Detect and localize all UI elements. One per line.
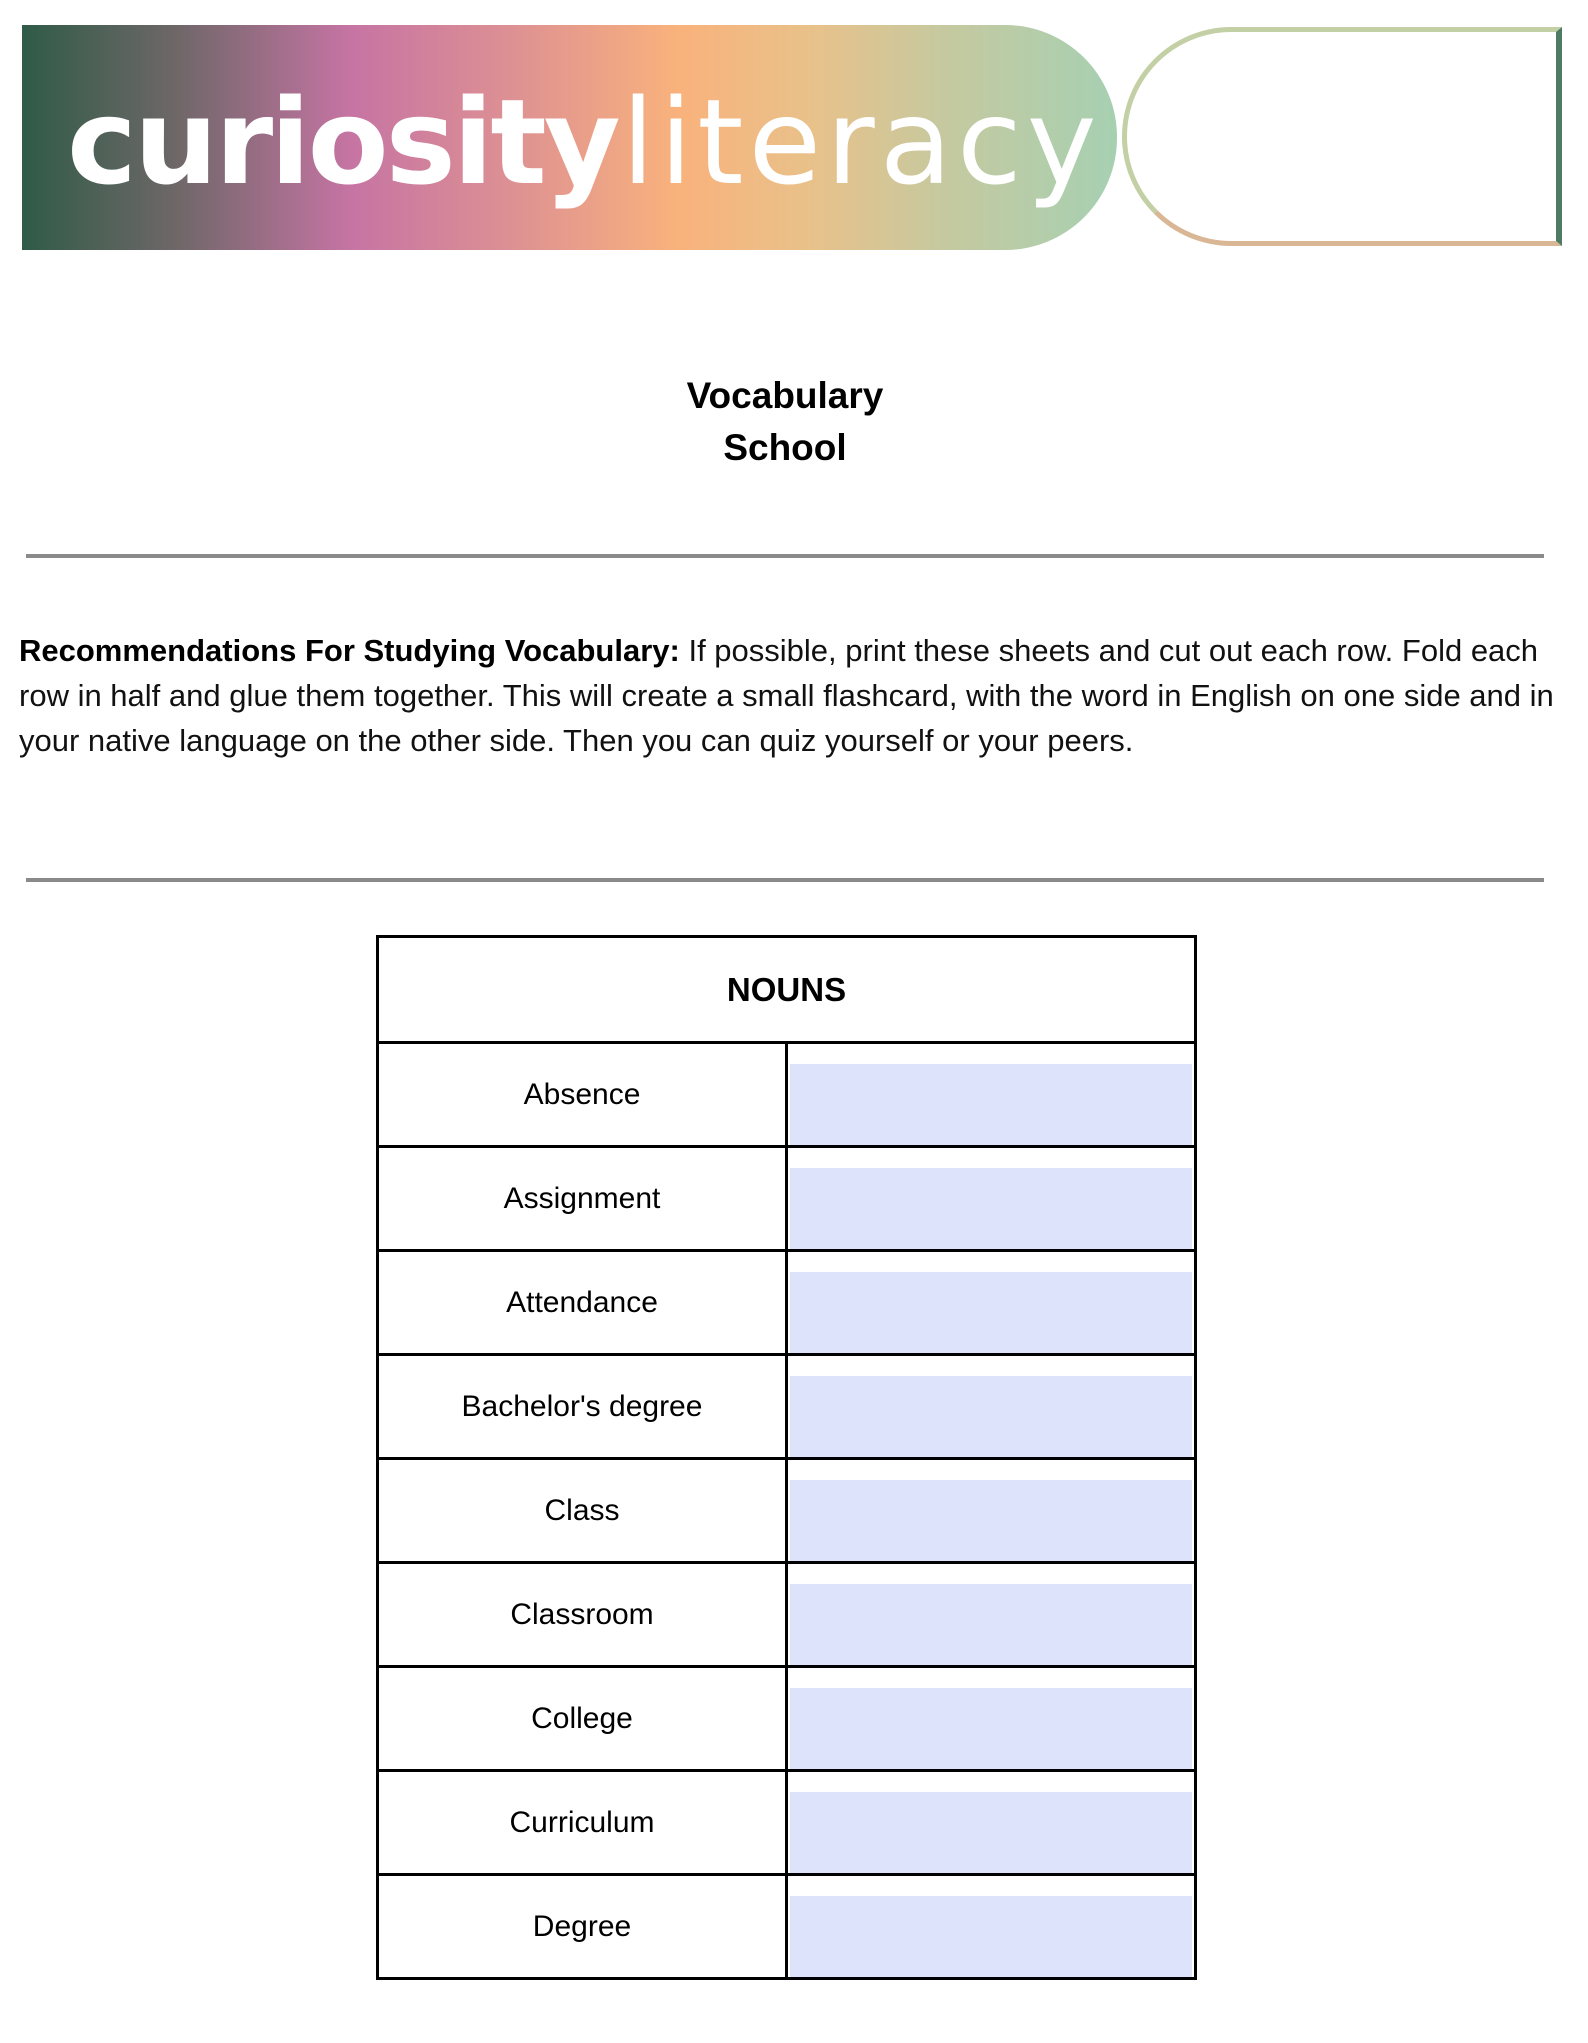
title-line-2: School xyxy=(723,427,847,468)
translation-cell[interactable] xyxy=(787,1043,1196,1147)
translation-fill xyxy=(790,1480,1192,1561)
translation-cell[interactable] xyxy=(787,1355,1196,1459)
translation-cell[interactable] xyxy=(787,1563,1196,1667)
table-row xyxy=(378,1459,1196,1563)
instructions-text: If possible, print these sheets and cut out each row. Fold each row in half and glue them together. This will create a small flashcard, with the word in English on one side and in your native language on the other side. Then you can quiz yourself or your peers. xyxy=(19,633,1554,758)
vocab-word: Classroom xyxy=(378,1563,787,1667)
table-row xyxy=(378,1251,1196,1355)
top-divider xyxy=(26,554,1544,558)
vocab-word: Assignment xyxy=(378,1147,787,1251)
vocab-word: Degree xyxy=(378,1875,787,1979)
translation-cell[interactable] xyxy=(787,1875,1196,1979)
logo-wordmark xyxy=(67,73,1102,211)
table-row xyxy=(378,1875,1196,1979)
banner-outline-shape xyxy=(1122,27,1562,246)
translation-fill xyxy=(790,1688,1192,1769)
translation-fill xyxy=(790,1272,1192,1353)
translation-cell[interactable] xyxy=(787,1251,1196,1355)
vocab-word: Absence xyxy=(378,1043,787,1147)
table-row xyxy=(378,1771,1196,1875)
vocab-word: Bachelor's degree xyxy=(378,1355,787,1459)
table-row xyxy=(378,1667,1196,1771)
translation-cell[interactable] xyxy=(787,1771,1196,1875)
translation-fill xyxy=(790,1584,1192,1665)
vocab-word: Class xyxy=(378,1459,787,1563)
table-row xyxy=(378,1563,1196,1667)
vocab-word: Attendance xyxy=(378,1251,787,1355)
translation-fill xyxy=(790,1376,1192,1457)
banner-gradient-bar xyxy=(22,25,1117,250)
vocabulary-table xyxy=(376,935,1197,1980)
vocab-word: College xyxy=(378,1667,787,1771)
table-row xyxy=(378,1147,1196,1251)
title-line-1: Vocabulary xyxy=(686,375,884,416)
instructions-label: Recommendations For Studying Vocabulary: xyxy=(19,633,680,668)
translation-cell[interactable] xyxy=(787,1459,1196,1563)
page-title xyxy=(0,370,1570,474)
header-banner xyxy=(22,23,1560,250)
translation-cell[interactable] xyxy=(787,1147,1196,1251)
logo-word-literacy: literacy xyxy=(621,73,1102,211)
table-row xyxy=(378,1043,1196,1147)
translation-cell[interactable] xyxy=(787,1667,1196,1771)
translation-fill xyxy=(790,1168,1192,1249)
translation-fill xyxy=(790,1896,1192,1977)
bottom-divider xyxy=(26,878,1544,882)
translation-fill xyxy=(790,1792,1192,1873)
table-header: NOUNS xyxy=(378,937,1196,1043)
instructions-paragraph xyxy=(19,628,1559,763)
table-row xyxy=(378,1355,1196,1459)
table-header-row xyxy=(378,937,1196,1043)
logo-word-curiosity: curiosity xyxy=(67,73,618,211)
translation-fill xyxy=(790,1064,1192,1145)
vocab-word: Curriculum xyxy=(378,1771,787,1875)
